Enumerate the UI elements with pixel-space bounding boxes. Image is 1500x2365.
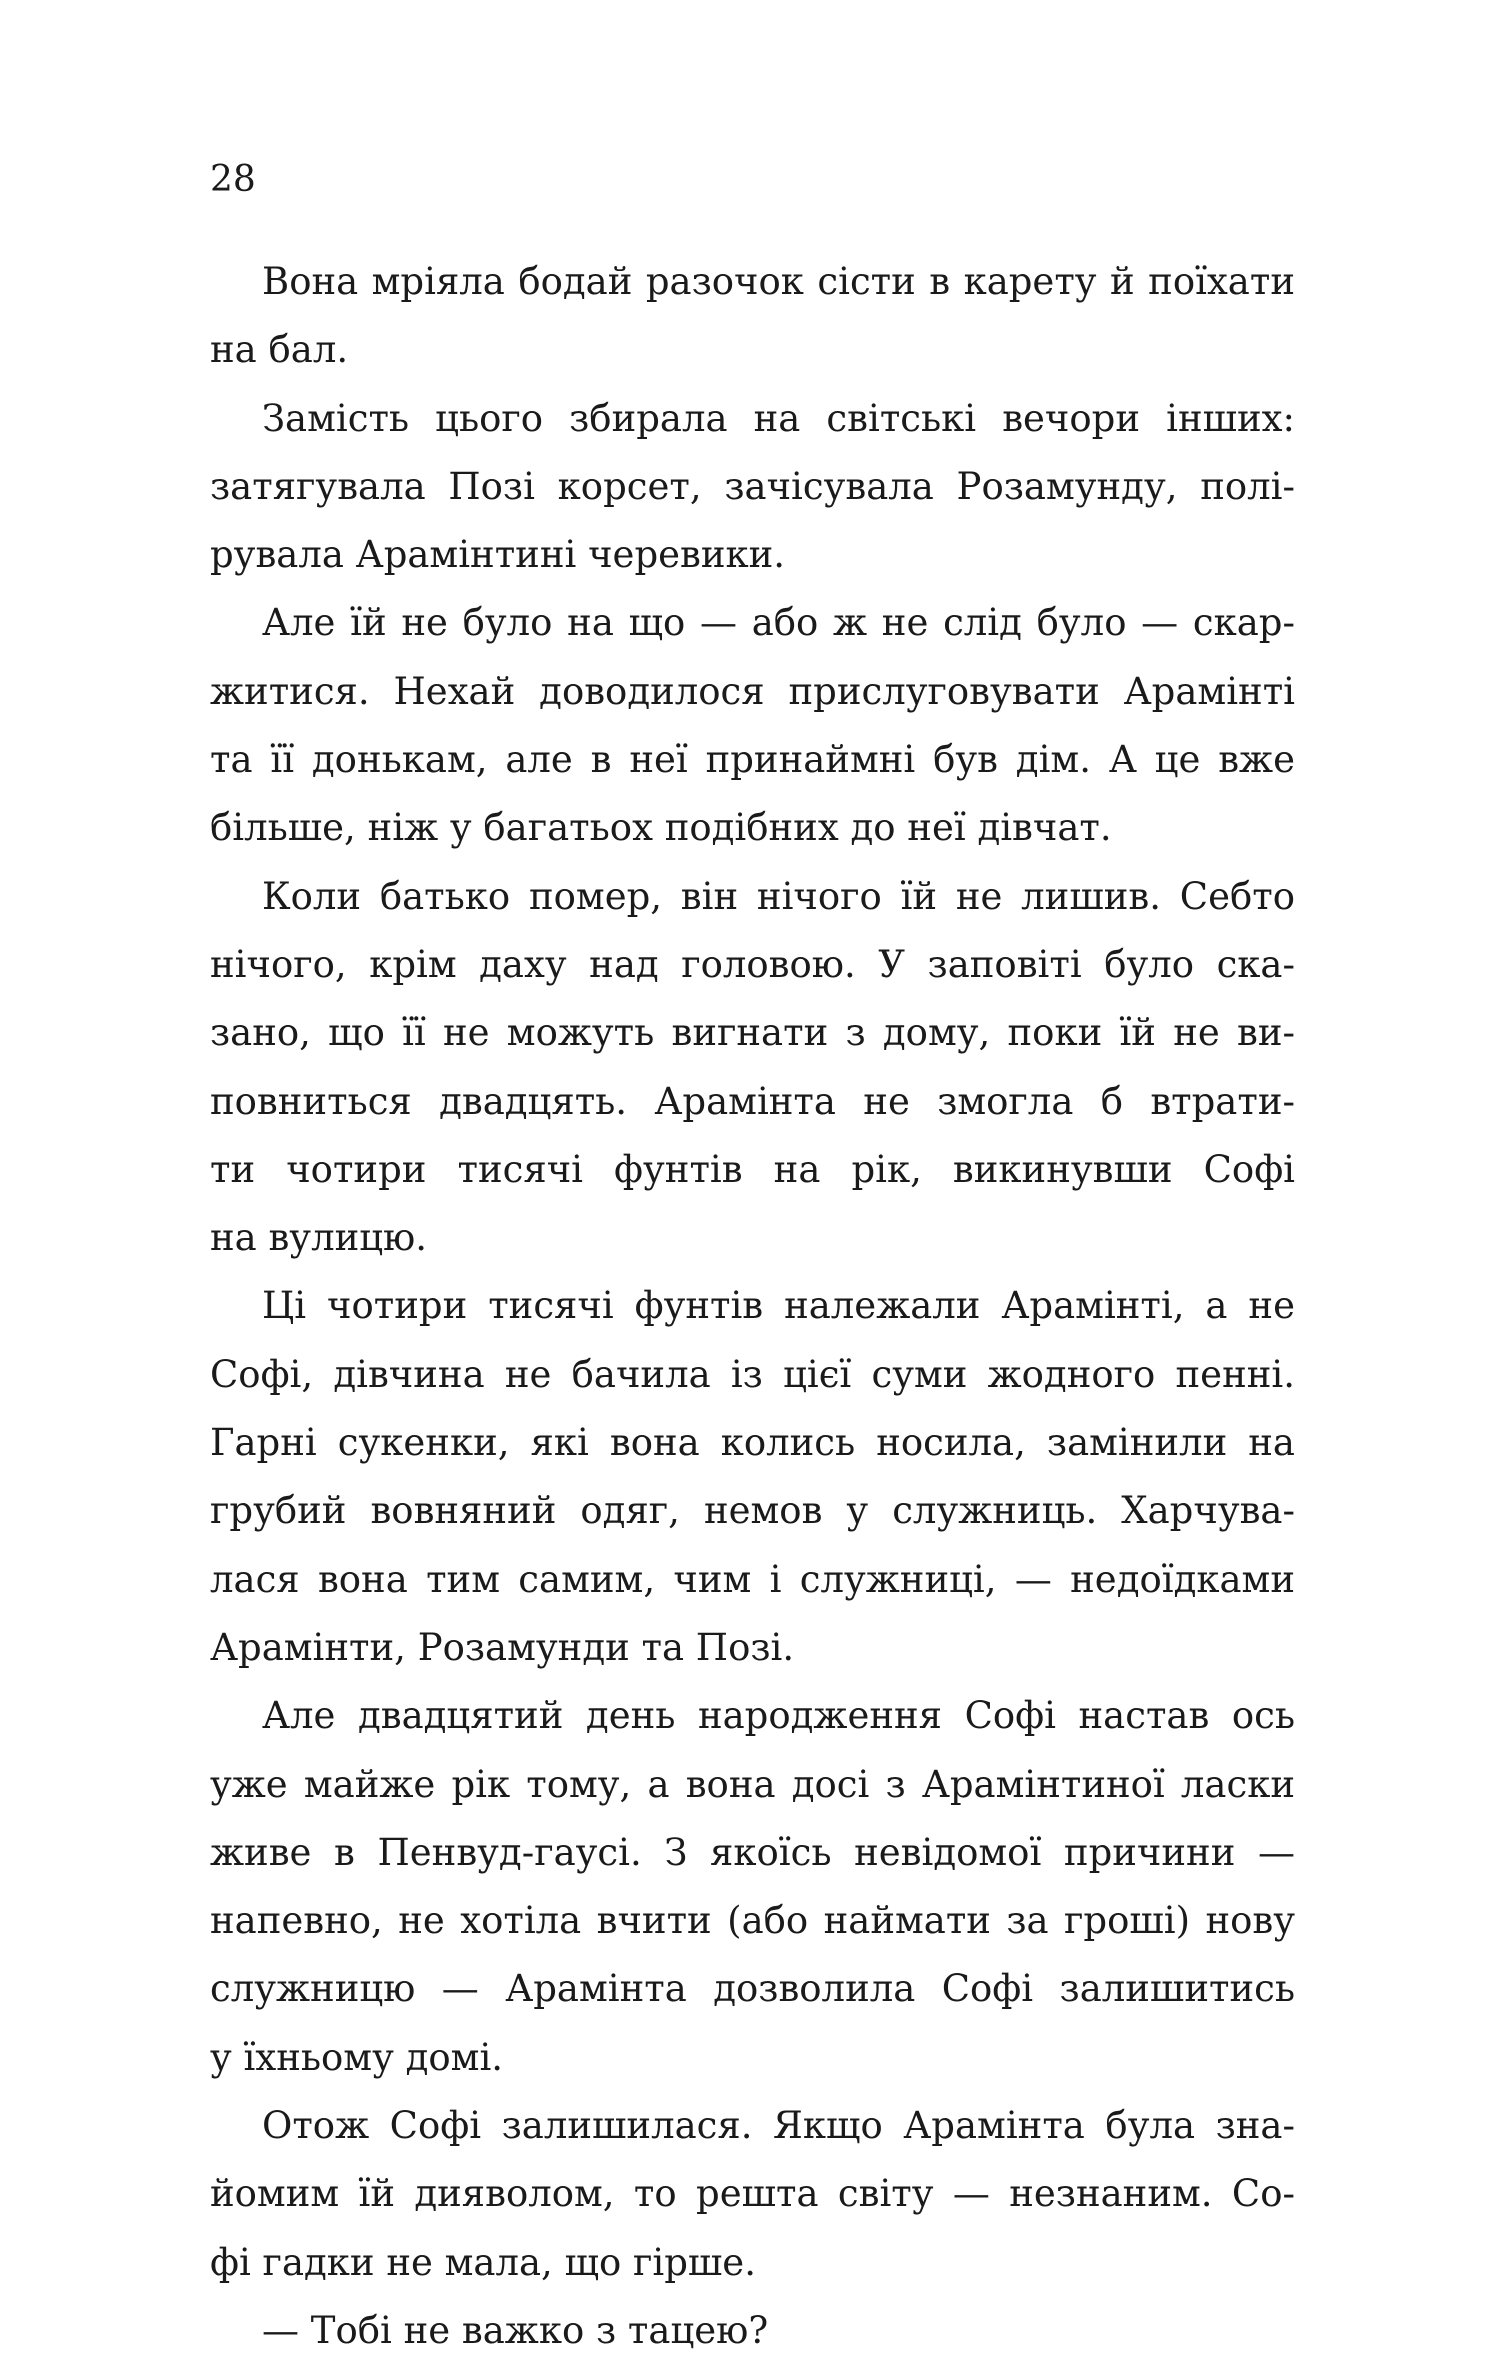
text-line: ти чотири тисячі фунтів на рік, викинувши Софі bbox=[210, 1147, 1295, 1191]
text-line: уже майже рік тому, а вона досі з Арамінтиної ласки bbox=[210, 1762, 1295, 1806]
text-line: рувала Арамінтині черевики. bbox=[210, 533, 786, 577]
text-line: нічого, крім даху над головою. У заповіті було ска- bbox=[210, 942, 1295, 986]
text-line: Коли батько помер, він нічого їй не лишив. Себто bbox=[262, 874, 1295, 918]
text-line: йомим їй дияволом, то решта світу — незнаним. Со- bbox=[210, 2172, 1295, 2216]
text-line: Гарні сукенки, які вона колись носила, замінили на bbox=[210, 1421, 1295, 1465]
text-line: Арамінти, Розамунди та Позі. bbox=[210, 1625, 795, 1669]
text-line: Отож Софі залишилася. Якщо Арамінта була зна- bbox=[262, 2104, 1295, 2148]
text-line: живе в Пенвуд-гаусі. З якоїсь невідомої причини — bbox=[210, 1830, 1295, 1874]
text-line: Вона мріяла бодай разочок сісти в карету й поїхати bbox=[262, 260, 1295, 303]
text-line: служницю — Арамінта дозволила Софі залишитись bbox=[210, 1967, 1295, 2011]
text-line: повниться двадцять. Арамінта не змогла б втрати- bbox=[210, 1079, 1295, 1123]
body-text bbox=[210, 248, 1295, 2365]
text-line: лася вона тим самим, чим і служниці, — недоїдками bbox=[210, 1557, 1295, 1601]
text-line: грубий вовняний одяг, немов у служниць. Харчува- bbox=[210, 1489, 1295, 1533]
text-line: та її донькам, але в неї принаймні був дім. А це вже bbox=[210, 738, 1295, 782]
text-line: — Тобі не важко з тацею? bbox=[262, 2308, 769, 2352]
page-number: 28 bbox=[210, 159, 256, 200]
text-line: зано, що її не можуть вигнати з дому, поки їй не ви- bbox=[210, 1011, 1295, 1055]
text-line: житися. Нехай доводилося прислуговувати Арамінті bbox=[210, 669, 1295, 713]
text-line: більше, ніж у багатьох подібних до неї дівчат. bbox=[210, 806, 1112, 850]
text-line: напевно, не хотіла вчити (або наймати за гроші) нову bbox=[210, 1899, 1295, 1943]
text-line: Софі, дівчина не бачила із цієї суми жодного пенні. bbox=[210, 1352, 1295, 1396]
text-line: Але двадцятий день народження Софі настав ось bbox=[262, 1694, 1295, 1738]
text-line: у їхньому домі. bbox=[210, 2035, 504, 2079]
text-line: Але їй не було на що — або ж не слід було — скар- bbox=[262, 601, 1295, 645]
text-line: Замість цього збирала на світські вечори інших: bbox=[262, 396, 1295, 440]
text-line: затягувала Позі корсет, зачісувала Розамунду, полі- bbox=[210, 464, 1295, 508]
text-line: на вулицю. bbox=[210, 1216, 428, 1260]
text-line: на бал. bbox=[210, 328, 349, 372]
text-line: Ці чотири тисячі фунтів належали Арамінті, а не bbox=[262, 1284, 1295, 1328]
text-line: фі гадки не мала, що гірше. bbox=[210, 2240, 756, 2284]
